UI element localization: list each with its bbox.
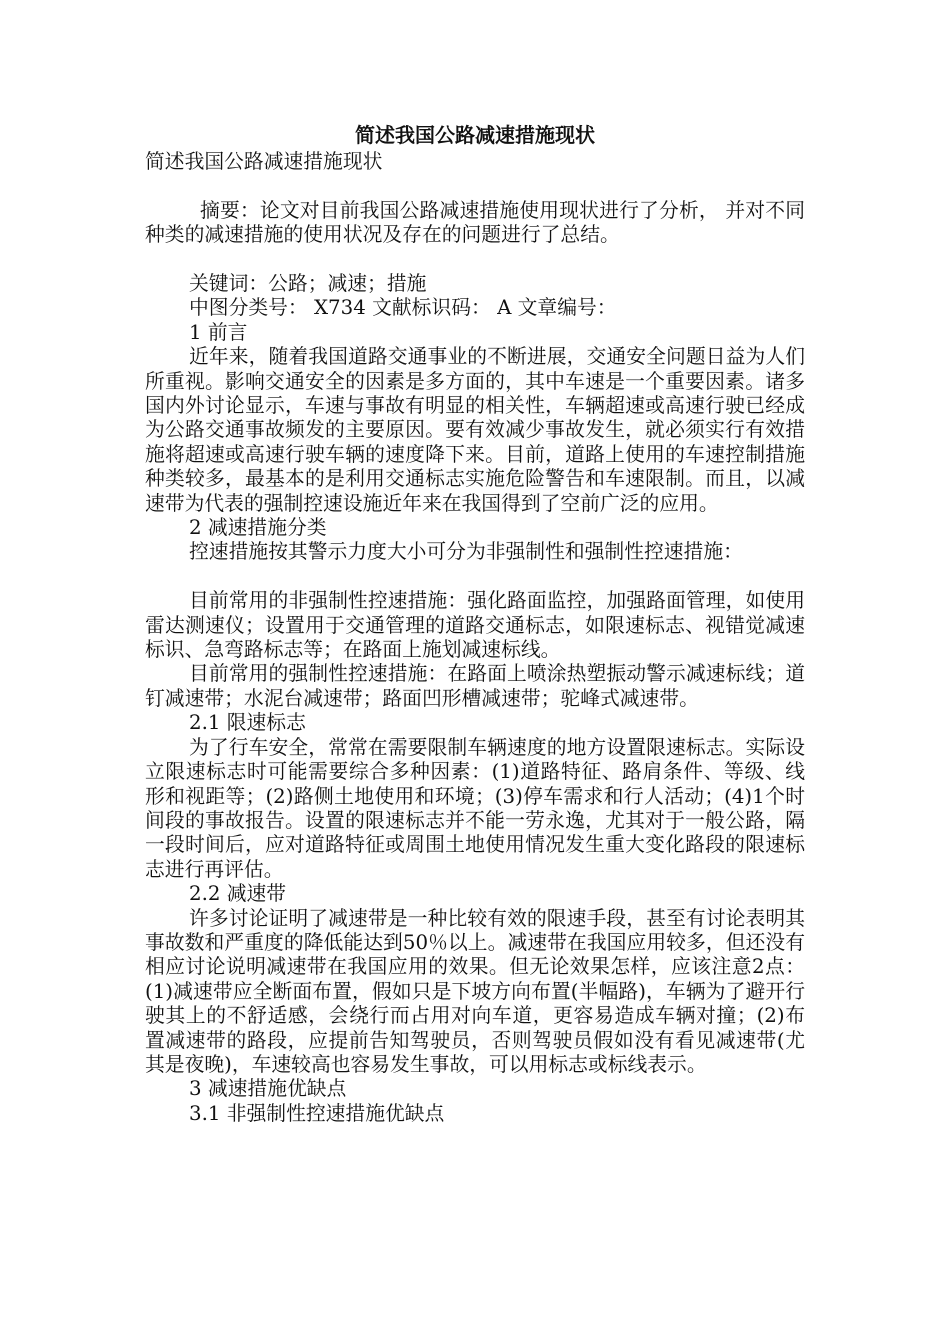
section-2-paragraph-3: 目前常用的强制性控速措施：在路面上喷涂热塑振动警示减速标线；道钉减速带；水泥台减速带；路面凹形槽减速带；驼峰式减速带。: [145, 662, 805, 710]
section-2-2-heading: 2.2 减速带: [189, 882, 287, 906]
classification-line: 中图分类号： X734 文献标识码： A 文章编号：: [189, 296, 617, 320]
blank-line: [145, 565, 805, 589]
section-1-paragraph: 近年来，随着我国道路交通事业的不断进展，交通安全问题日益为人们所重视。影响交通安全的因素是多方面的，其中车速是一个重要因素。诸多国内外讨论显示，车速与事故有明显的相关性，车辆超速或高速行驶已经成为公路交通事故频发的主要原因。要有效减少事故发生，就必须实行有效措施将超速或高速行驶车辆的速度降下来。目前，道路上使用的车速控制措施种类较多，最基本的是利用交通标志实施危险警告和车速限制。而且，以减速带为代表的强制控速设施近年来在我国得到了空前广泛的应用。: [145, 345, 805, 515]
document-subtitle: 简述我国公路减速措施现状: [145, 150, 383, 173]
blank-line: [145, 248, 805, 272]
section-3-1-heading: 3.1 非强制性控速措施优缺点: [189, 1101, 445, 1125]
section-3-heading: 3 减速措施优缺点: [189, 1077, 347, 1101]
section-2-2-paragraph: 许多讨论证明了减速带是一种比较有效的限速手段，甚至有讨论表明其事故数和严重度的降低能达到50％以上。减速带在我国应用较多，但还没有相应讨论说明减速带在我国应用的效果。但无论效果怎样，应该注意2点：(1)减速带应全断面布置，假如只是下坡方向布置(半幅路)，车辆为了避开行驶其上的不舒适感，会绕行而占用对向车道，更容易造成车辆对撞；(2)布置减速带的路段，应提前告知驾驶员，否则驾驶员假如没有看见减速带(尤其是夜晚)，车速较高也容易发生事故，可以用标志或标线表示。: [145, 906, 805, 1076]
document-title: 简述我国公路减速措施现状: [355, 123, 595, 147]
section-2-heading: 2 减速措施分类: [189, 516, 327, 540]
section-2-1-paragraph: 为了行车安全，常常在需要限制车辆速度的地方设置限速标志。实际设立限速标志时可能需要综合多种因素：(1)道路特征、路肩条件、等级、线形和视距等；(2)路侧土地使用和环境；(3)停车需求和行人活动；(4)1个时间段的事故报告。设置的限速标志并不能一劳永逸，尤其对于一般公路，隔一段时间后，应对道路特征或周围土地使用情况发生重大变化路段的限速标志进行再评估。: [145, 735, 805, 881]
section-2-paragraph-1: 控速措施按其警示力度大小可分为非强制性和强制性控速措施：: [189, 540, 743, 564]
keywords-line: 关键词：公路；减速；措施: [189, 272, 427, 295]
section-2-1-heading: 2.1 限速标志: [189, 711, 306, 735]
section-1-heading: 1 前言: [189, 320, 248, 344]
section-2-paragraph-2: 目前常用的非强制性控速措施：强化路面监控，加强路面管理，如使用雷达测速仪；设置用于交通管理的道路交通标志，如限速标志、视错觉减速标识、急弯路标志等；在路面上施划减速标线。: [145, 589, 805, 662]
blank-line: [145, 174, 805, 198]
document-page: [145, 120, 805, 1126]
abstract-paragraph: 摘要：论文对目前我国公路减速措施使用现状进行了分析， 并对不同种类的减速措施的使用状况及存在的问题进行了总结。: [145, 198, 805, 247]
